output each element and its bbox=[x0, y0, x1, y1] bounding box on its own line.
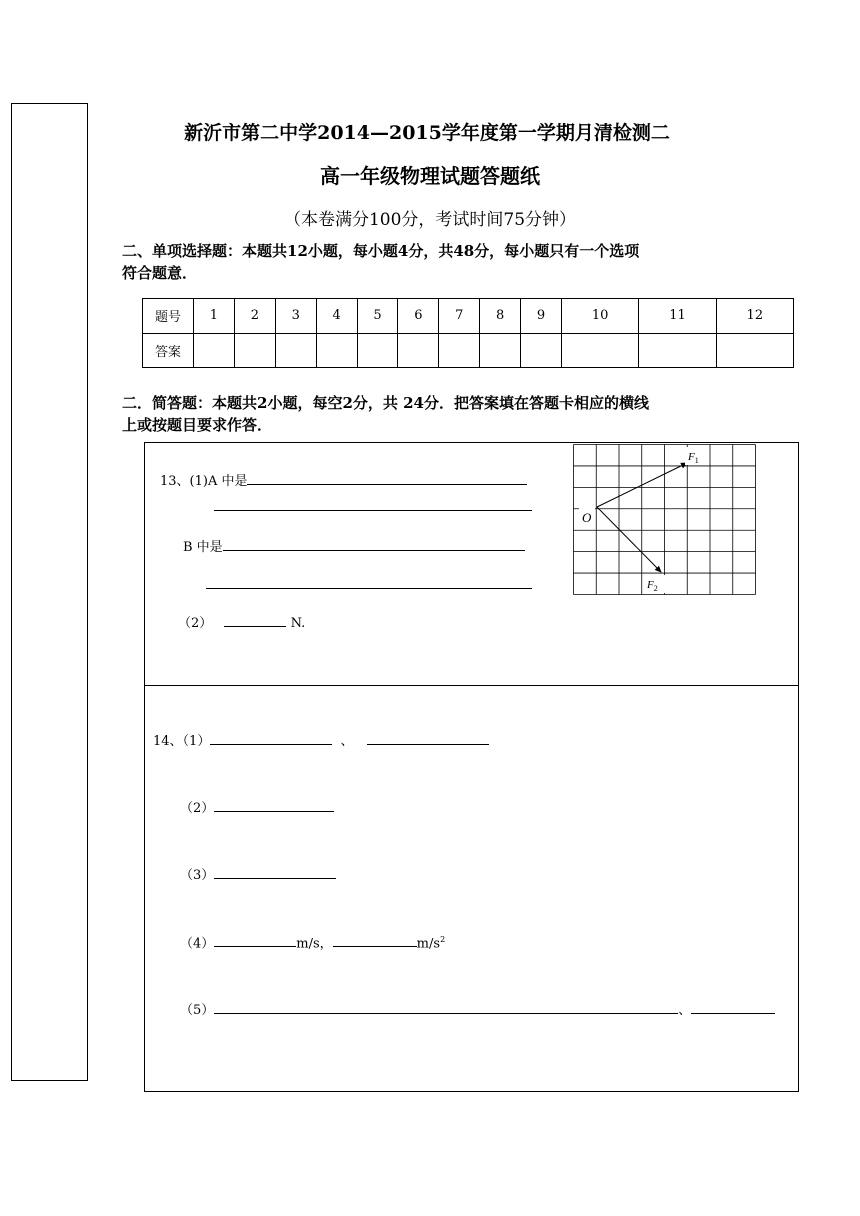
answer-cell[interactable] bbox=[398, 333, 439, 368]
q13-a-blank[interactable] bbox=[247, 470, 527, 485]
answer-cell[interactable] bbox=[716, 333, 793, 368]
q14-part1-blank1[interactable] bbox=[210, 730, 332, 745]
q14-part1-label: 14、（1） bbox=[153, 734, 211, 749]
q13-part2-blank[interactable] bbox=[224, 612, 286, 627]
q13-part2-label: （2） bbox=[178, 616, 213, 631]
answer-cell[interactable] bbox=[480, 333, 521, 368]
q14-part4-unit2: m/s bbox=[416, 936, 441, 952]
q14-part5-sep: 、 bbox=[678, 1003, 692, 1018]
question-number: 1 bbox=[194, 299, 235, 334]
question-number: 12 bbox=[716, 299, 793, 334]
q14-part4-blank2[interactable] bbox=[333, 932, 417, 947]
q14-part1-sep: 、 bbox=[340, 734, 354, 749]
section2-line1: 二．简答题：本题共2小题，每空2分，共 24分．把答案填在答题卡相应的横线 bbox=[122, 394, 649, 412]
row-label-answer: 答案 bbox=[143, 333, 194, 368]
answer-table bbox=[142, 298, 794, 368]
q14-part4 bbox=[180, 931, 445, 953]
q14-part5-blank1[interactable] bbox=[214, 999, 678, 1014]
q13-part1-b bbox=[183, 536, 525, 557]
answer-cell[interactable] bbox=[316, 333, 357, 368]
q14-part4-blank1[interactable] bbox=[214, 932, 296, 947]
q13-a-label: 13、(1)A 中是 bbox=[160, 474, 248, 489]
question-number: 9 bbox=[521, 299, 562, 334]
q13-part2-unit: N. bbox=[290, 616, 306, 631]
exam-info: （本卷满分100分，考试时间75分钟） bbox=[283, 210, 577, 230]
q14-part3 bbox=[180, 864, 336, 885]
section1-line1: 二、单项选择题：本题共12小题，每小题4分，共48分，每小题只有一个选项 bbox=[122, 242, 640, 260]
f1-label: $F_1$ bbox=[688, 451, 699, 465]
q14-part1 bbox=[153, 730, 489, 751]
q13-b-blank-line2[interactable] bbox=[206, 588, 532, 589]
answer-cell[interactable] bbox=[521, 333, 562, 368]
row-label-number: 题号 bbox=[143, 299, 194, 334]
answer-cell[interactable] bbox=[439, 333, 480, 368]
q14-part4-unit2-sup: 2 bbox=[440, 935, 446, 944]
q13-part1-a bbox=[160, 470, 527, 491]
answer-cell[interactable] bbox=[275, 333, 316, 368]
q13-b-blank[interactable] bbox=[223, 536, 525, 551]
table-row-numbers bbox=[143, 299, 794, 334]
q14-part5 bbox=[180, 999, 775, 1020]
q14-part3-blank[interactable] bbox=[214, 864, 336, 879]
grid-lines bbox=[574, 445, 756, 595]
question-number: 10 bbox=[562, 299, 639, 334]
question-number: 5 bbox=[357, 299, 398, 334]
q14-part1-blank2[interactable] bbox=[367, 730, 489, 745]
answer-cell[interactable] bbox=[562, 333, 639, 368]
binding-margin-box bbox=[11, 103, 88, 1081]
section2-line2: 上或按题目要求作答． bbox=[122, 416, 273, 434]
question-number: 4 bbox=[316, 299, 357, 334]
page-title: 新沂市第二中学2014—2015学年度第一学期月清检测二 bbox=[184, 122, 670, 144]
answer-cell[interactable] bbox=[639, 333, 716, 368]
q14-part2-label: （2） bbox=[180, 801, 215, 816]
q14-part2-blank[interactable] bbox=[214, 797, 334, 812]
question-number: 2 bbox=[234, 299, 275, 334]
origin-label: O bbox=[582, 510, 592, 525]
question-divider bbox=[144, 685, 799, 686]
f2-label: $F_2$ bbox=[647, 579, 658, 593]
section1-line2: 符合题意． bbox=[122, 264, 198, 282]
question-number: 8 bbox=[480, 299, 521, 334]
answer-cell[interactable] bbox=[194, 333, 235, 368]
question-number: 3 bbox=[275, 299, 316, 334]
q14-part3-label: （3） bbox=[180, 868, 215, 883]
table-row-answers bbox=[143, 333, 794, 368]
question-number: 11 bbox=[639, 299, 716, 334]
question-number: 7 bbox=[439, 299, 480, 334]
answer-cell[interactable] bbox=[357, 333, 398, 368]
q14-part5-label: （5） bbox=[180, 1003, 215, 1018]
q14-part4-unit1: m/s， bbox=[296, 936, 333, 952]
q13-b-label: B 中是 bbox=[183, 540, 223, 555]
page-subtitle: 高一年级物理试题答题纸 bbox=[320, 164, 540, 188]
q14-part4-label: （4） bbox=[180, 936, 215, 952]
q14-part5-blank2[interactable] bbox=[691, 999, 775, 1014]
q13-part2 bbox=[178, 612, 305, 633]
answer-cell[interactable] bbox=[234, 333, 275, 368]
force-grid-diagram bbox=[573, 444, 756, 595]
section1-instructions bbox=[122, 240, 742, 284]
f2-arrow bbox=[597, 507, 661, 572]
q13-a-blank-line2[interactable] bbox=[214, 510, 532, 511]
q14-part2 bbox=[180, 797, 334, 818]
question-number: 6 bbox=[398, 299, 439, 334]
section2-instructions bbox=[122, 392, 742, 436]
